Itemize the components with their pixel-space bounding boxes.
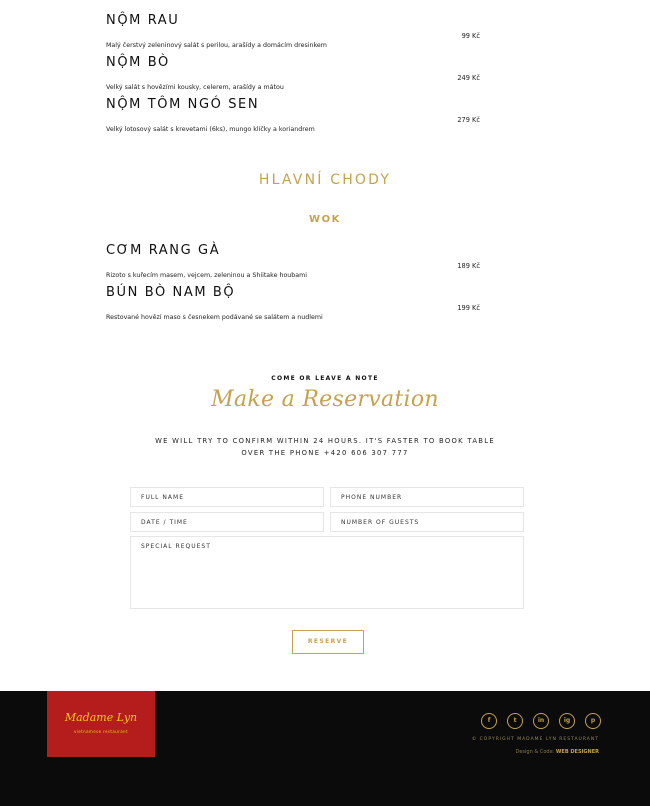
dish-price: 279 Kč — [457, 116, 480, 124]
reservation-info — [0, 435, 650, 459]
dish-description: Restované hovězí maso s česnekem podávané se salátem a nudlemi — [106, 314, 323, 321]
menu-item — [106, 285, 480, 321]
date-time-placeholder: DATE / TIME — [141, 519, 188, 526]
phone-number-placeholder: PHONE NUMBER — [341, 494, 403, 501]
reservation-title: Make a Reservation — [211, 387, 439, 412]
special-request-field[interactable] — [130, 536, 524, 609]
reserve-button[interactable]: RESERVE — [292, 630, 364, 654]
full-name-placeholder: FULL NAME — [141, 494, 184, 501]
dish-price: 249 Kč — [457, 74, 480, 82]
instagram-icon[interactable]: ig — [559, 713, 575, 729]
dish-price: 199 Kč — [457, 304, 480, 312]
dish-description: Rizoto s kuřecím masem, vejcem, zeleninou a Shiitake houbami — [106, 272, 308, 279]
dish-name: CƠM RANG GÀ — [106, 243, 221, 258]
facebook-icon[interactable]: f — [481, 713, 497, 729]
social-links — [481, 713, 601, 729]
dish-price: 189 Kč — [457, 262, 480, 270]
reservation-info-line: OVER THE PHONE +420 606 307 777 — [241, 449, 409, 457]
date-time-field[interactable] — [130, 512, 324, 532]
menu-item — [106, 55, 480, 91]
logo-name: Madame Lyn — [64, 711, 138, 724]
logo-tagline: vietnamese restaurant — [74, 729, 128, 734]
restaurant-logo[interactable] — [47, 691, 155, 757]
menu-item — [106, 97, 480, 133]
dish-description: Velký lotosový salát s krevetami (6ks), mungo klíčky a koriandrem — [106, 126, 315, 133]
dish-description: Malý čerstvý zeleninový salát s perilou, arašídy a domácím dresinkem — [106, 42, 327, 49]
guests-field[interactable] — [330, 512, 524, 532]
copyright: © COPYRIGHT MADAME LYN RESTAURANT — [471, 737, 599, 742]
phone-number-field[interactable] — [330, 487, 524, 507]
dish-name: BÚN BÒ NAM BỘ — [106, 285, 236, 300]
guests-placeholder: NUMBER OF GUESTS — [341, 519, 420, 526]
dish-price: 99 Kč — [461, 32, 480, 40]
dish-name: NỘM TÔM NGÓ SEN — [106, 97, 260, 112]
design-credit — [516, 749, 600, 755]
footer — [0, 691, 650, 806]
special-request-placeholder: SPECIAL REQUEST — [141, 543, 211, 550]
reservation-info-line: WE WILL TRY TO CONFIRM WITHIN 24 HOURS. IT'S FASTER TO BOOK TABLE — [155, 437, 495, 445]
credit-prefix: Design & Code: — [515, 749, 555, 755]
menu-item — [106, 13, 480, 49]
dish-name: NỘM BÒ — [106, 55, 170, 70]
dish-description: Velký salát s hovězími kousky, celerem, arašídy a mátou — [106, 84, 284, 91]
menu-item — [106, 243, 480, 279]
twitter-icon[interactable]: t — [507, 713, 523, 729]
dish-name: NỘM RAU — [106, 13, 180, 28]
full-name-field[interactable] — [130, 487, 324, 507]
linkedin-icon[interactable]: in — [533, 713, 549, 729]
credit-link[interactable]: WEB DESIGNER — [555, 749, 599, 755]
section-subtitle: WOK — [308, 214, 342, 225]
reservation-kicker: COME OR LEAVE A NOTE — [271, 375, 379, 382]
section-title: HLAVNÍ CHODY — [258, 172, 392, 188]
pinterest-icon[interactable]: p — [585, 713, 601, 729]
